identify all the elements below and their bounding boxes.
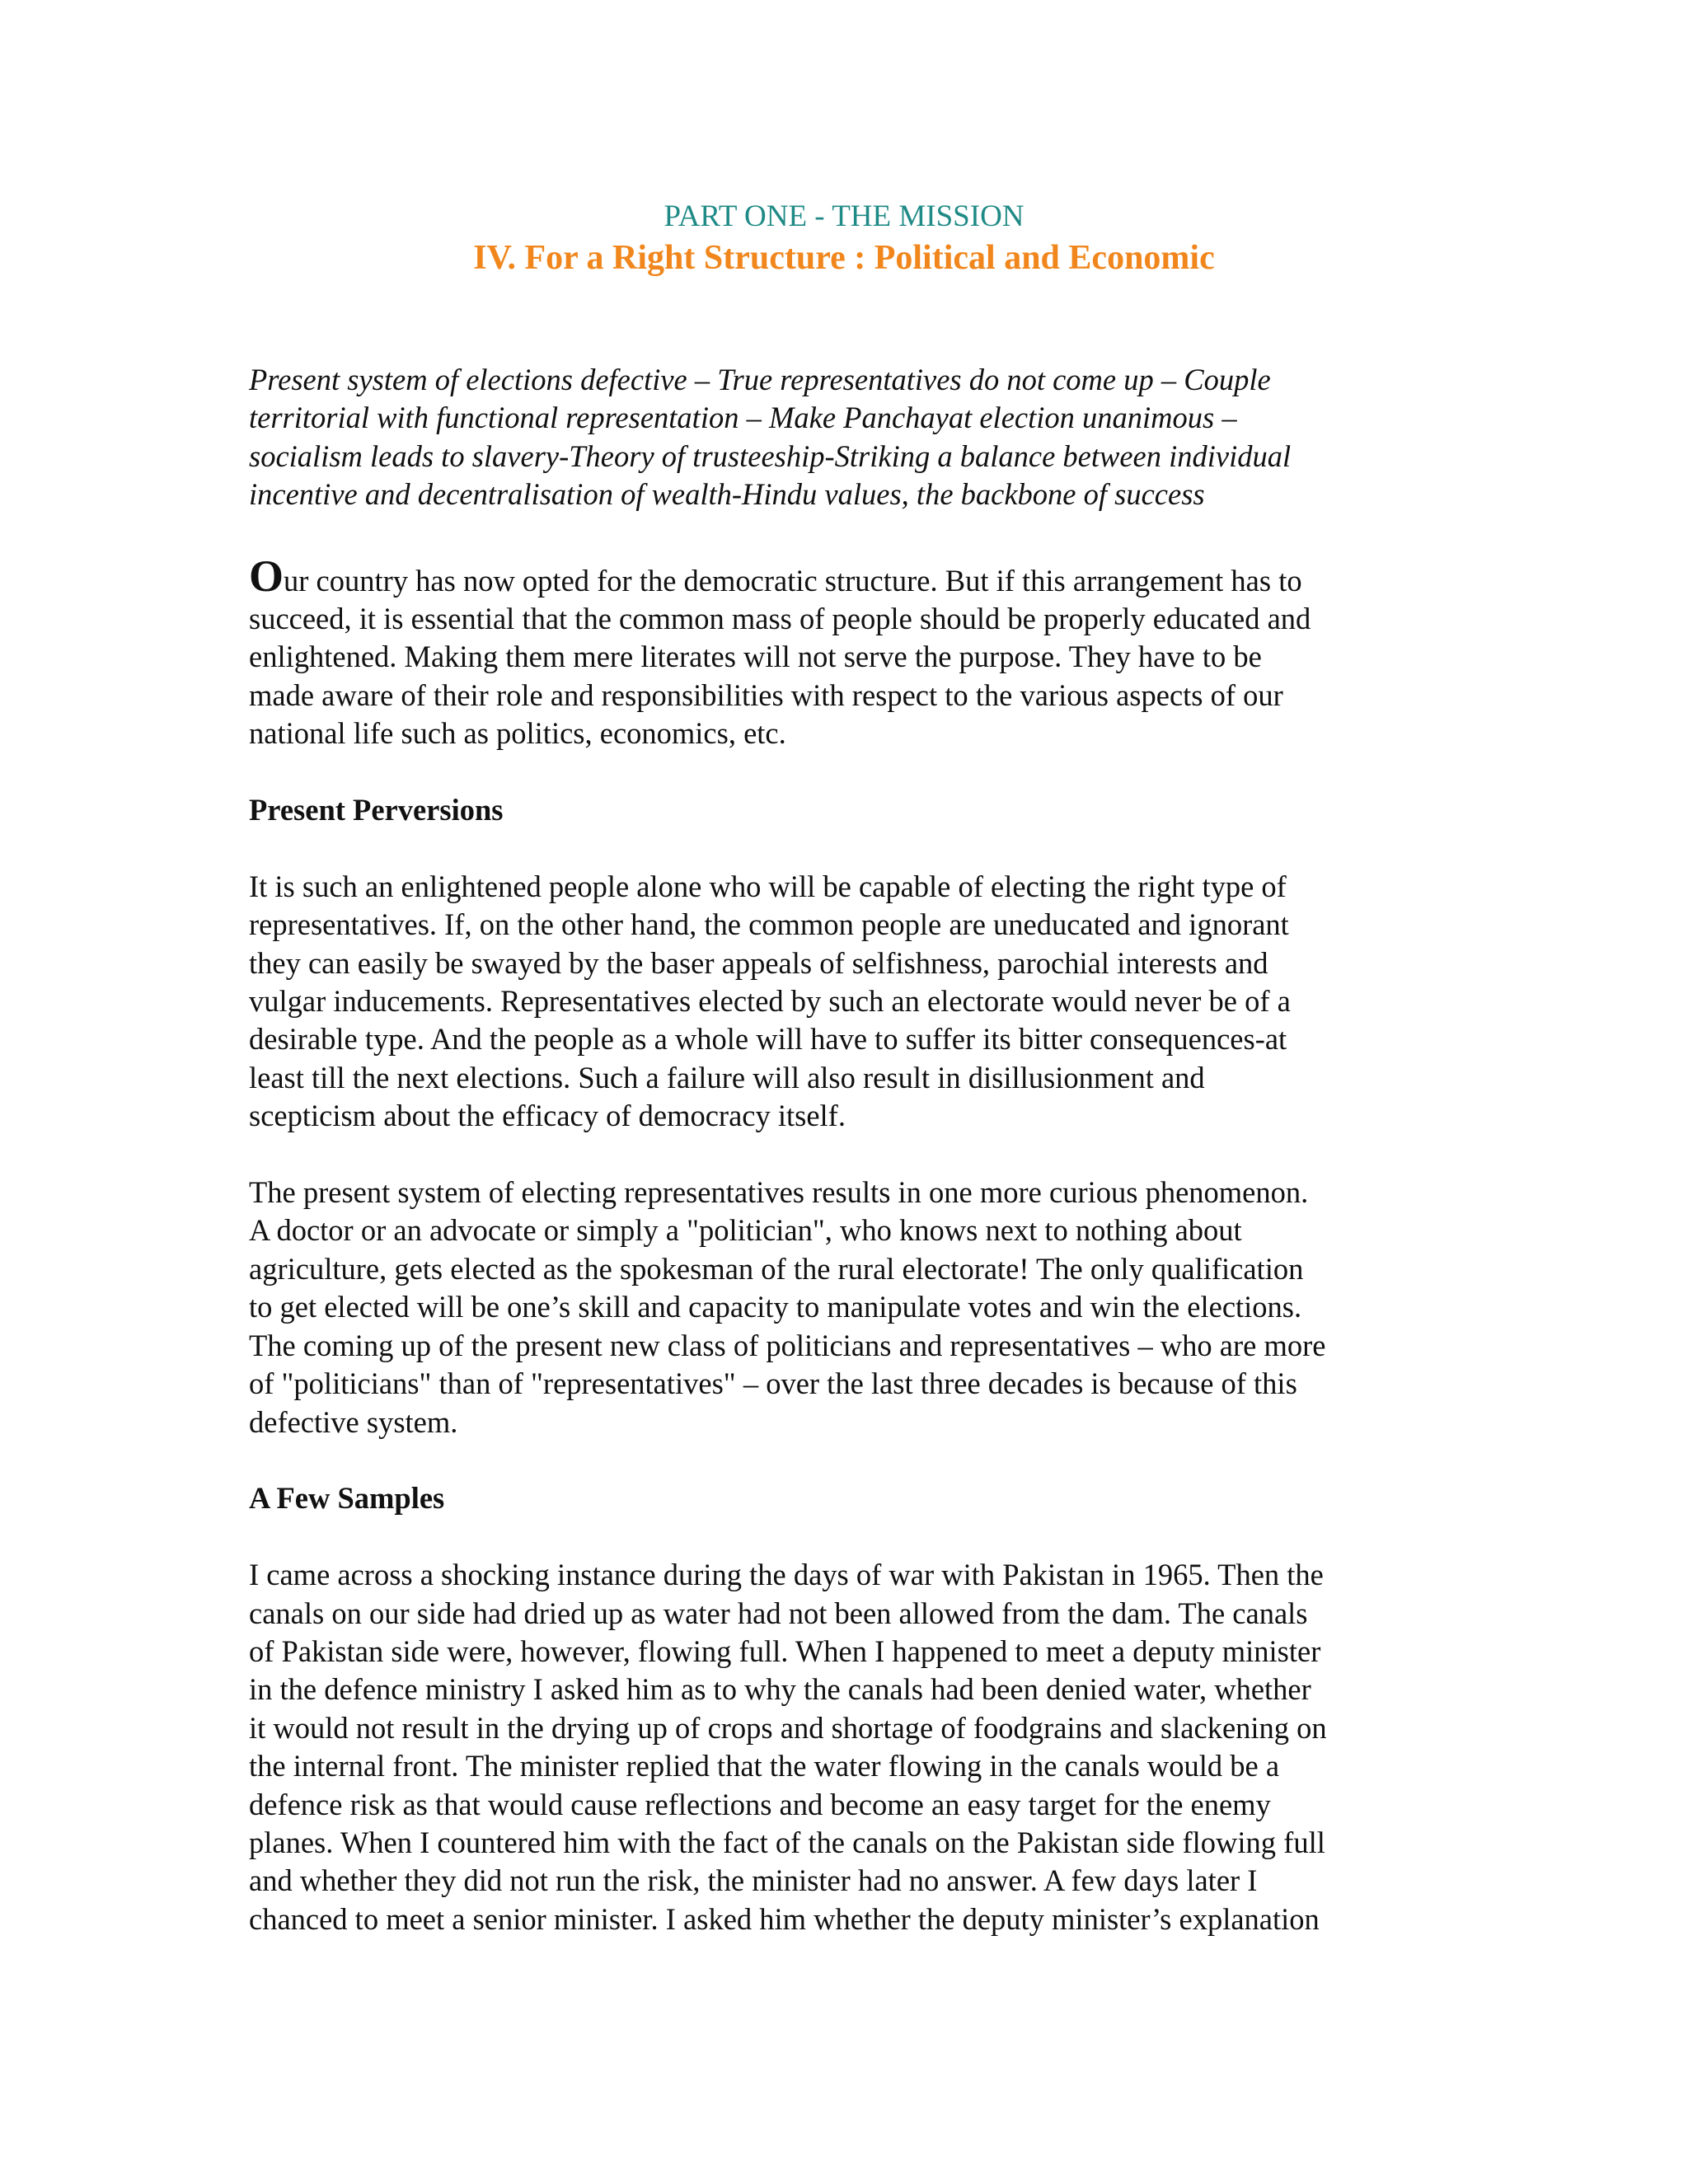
paragraph-line: chanced to meet a senior minister. I asked him whether the deputy minister’s explanation — [249, 1901, 1320, 1936]
paragraph-line-text: ur country has now opted for the democratic structure. But if this arrangement has to — [284, 563, 1302, 598]
paragraph-line: It is such an enlightened people alone who will be capable of electing the right type of — [249, 869, 1287, 903]
paragraph-line: canals on our side had dried up as water had not been allowed from the dam. The canals — [249, 1596, 1308, 1630]
paragraph-line: of "politicians" than of "representatives" – over the last three decades is because of this — [249, 1366, 1297, 1401]
part-label: PART ONE - THE MISSION — [663, 199, 1025, 233]
paragraph-line: agriculture, gets elected as the spokesman of the rural electorate! The only qualification — [249, 1251, 1304, 1286]
paragraph-line: desirable type. And the people as a whole will have to suffer its bitter consequences-at — [249, 1022, 1287, 1057]
paragraph-line: The present system of electing representatives results in one more curious phenomenon. — [249, 1175, 1309, 1210]
paragraph-line: defence risk as that would cause reflections and become an easy target for the enemy — [249, 1787, 1271, 1821]
chapter-summary — [249, 361, 1452, 514]
paragraph-line: least till the next elections. Such a failure will also result in disillusionment and — [249, 1060, 1205, 1094]
paragraph-line: The coming up of the present new class of politicians and representatives – who are more — [249, 1328, 1326, 1362]
summary-line: incentive and decentralisation of wealth-Hindu values, the backbone of success — [249, 477, 1205, 512]
paragraph-line: made aware of their role and responsibilities with respect to the various aspects of our — [249, 677, 1283, 712]
paragraph-line: planes. When I countered him with the fact of the canals on the Pakistan side flowing full — [249, 1825, 1325, 1859]
paragraph-line: succeed, it is essential that the common mass of people should be properly educated and — [249, 602, 1311, 636]
paragraph-line: enlightened. Making them mere literates will not serve the purpose. They have to be — [249, 640, 1262, 674]
section-heading-a-few-samples: A Few Samples — [249, 1481, 445, 1516]
paragraph-line: they can easily be swayed by the baser appeals of selfishness, parochial interests and — [249, 945, 1268, 980]
paragraph-line: representatives. If, on the other hand, the common people are uneducated and ignorant — [249, 907, 1289, 942]
paragraph-line: vulgar inducements. Representatives elected by such an electorate would never be of a — [249, 984, 1291, 1019]
summary-line: socialism leads to slavery-Theory of trusteeship-Striking a balance between individual — [249, 438, 1292, 473]
summary-line: territorial with functional representation – Make Panchayat election unanimous – — [249, 401, 1237, 435]
paragraph-line: national life such as politics, economics, etc. — [249, 716, 786, 751]
paragraph-line: scepticism about the efficacy of democracy itself. — [249, 1099, 846, 1133]
summary-line: Present system of elections defective – True representatives do not come up – Couple — [249, 363, 1271, 396]
paragraph-line: A doctor or an advocate or simply a "politician", who knows next to nothing about — [249, 1213, 1242, 1248]
chapter-title: IV. For a Right Structure : Political and Economic — [473, 239, 1215, 277]
paragraph-line: in the defence ministry I asked him as to why the canals had been denied water, whether — [249, 1672, 1311, 1707]
paragraph-line: to get elected will be one’s skill and capacity to manipulate votes and win the elections. — [249, 1290, 1302, 1324]
paragraph — [249, 1174, 1452, 1441]
paragraph-line: and whether they did not run the risk, the minister had no answer. A few days later I — [249, 1863, 1258, 1898]
intro-paragraph — [249, 551, 1452, 753]
section-heading-present-perversions: Present Perversions — [249, 793, 504, 827]
paragraph-line: the internal front. The minister replied that the water flowing in the canals would be a — [249, 1749, 1280, 1783]
chapter-body — [249, 361, 1452, 1977]
paragraph-line: it would not result in the drying up of crops and shortage of foodgrains and slackening on — [249, 1710, 1327, 1745]
paragraph-line: of Pakistan side were, however, flowing full. When I happened to meet a deputy minister — [249, 1633, 1321, 1668]
paragraph-line — [249, 551, 1452, 601]
drop-cap: O — [249, 551, 284, 601]
paragraph — [249, 1556, 1452, 1938]
paragraph-line: defective system. — [249, 1404, 458, 1439]
paragraph-line: I came across a shocking instance during the days of war with Pakistan in 1965. Then the — [249, 1558, 1324, 1592]
paragraph — [249, 868, 1452, 1136]
